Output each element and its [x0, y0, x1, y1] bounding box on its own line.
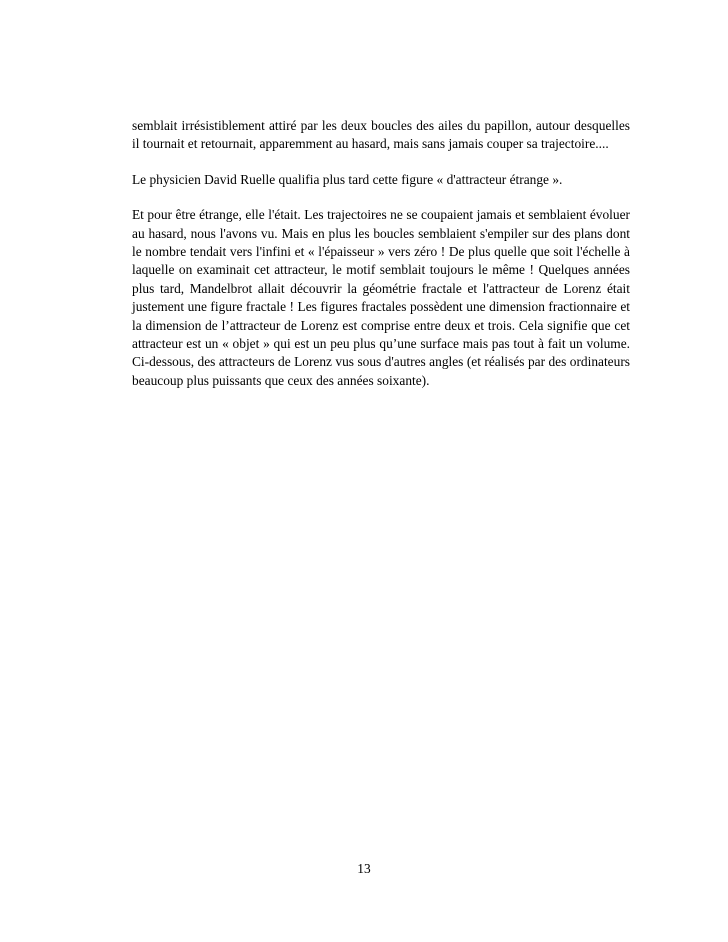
body-text [132, 117, 630, 390]
page-number: 13 [357, 861, 371, 876]
paragraph-continuation: semblait irrésistiblement attiré par les deux boucles des ailes du papillon, autour desquelles il tournait et retournait, apparemment au hasard, mais sans jamais couper sa trajectoire.... [132, 118, 630, 152]
paragraph-ruelle: Le physicien David Ruelle qualifia plus tard cette figure « d'attracteur étrange ». [132, 171, 563, 187]
paragraph-strange-attractor: Et pour être étrange, elle l'était. Les trajectoires ne se coupaient jamais et semblaient évoluer au hasard, nous l'avons vu. Mais en plus les boucles semblaient s'empiler sur des plans dont le nombre tendait vers l'infini et « l'épaisseur » vers zéro ! De plus quelle que soit l'échelle à laquelle on examinait cet attracteur, le motif semblait toujours le même ! Quelques années plus tard, Mandelbrot allait découvrir la géométrie fractale et l'attracteur de Lorenz était justement une figure fractale ! Les figures fractales possèdent une dimension fractionnaire et la dimension de l’attracteur de Lorenz est comprise entre deux et trois. Cela signifie que cet attracteur est un « objet » qui est un peu plus qu’une surface mais pas tout à fait un volume. Ci-dessous, des attracteurs de Lorenz vus sous d'autres angles (et réalisés par des ordinateurs beaucoup plus puissants que ceux des années soixante). [132, 207, 630, 388]
